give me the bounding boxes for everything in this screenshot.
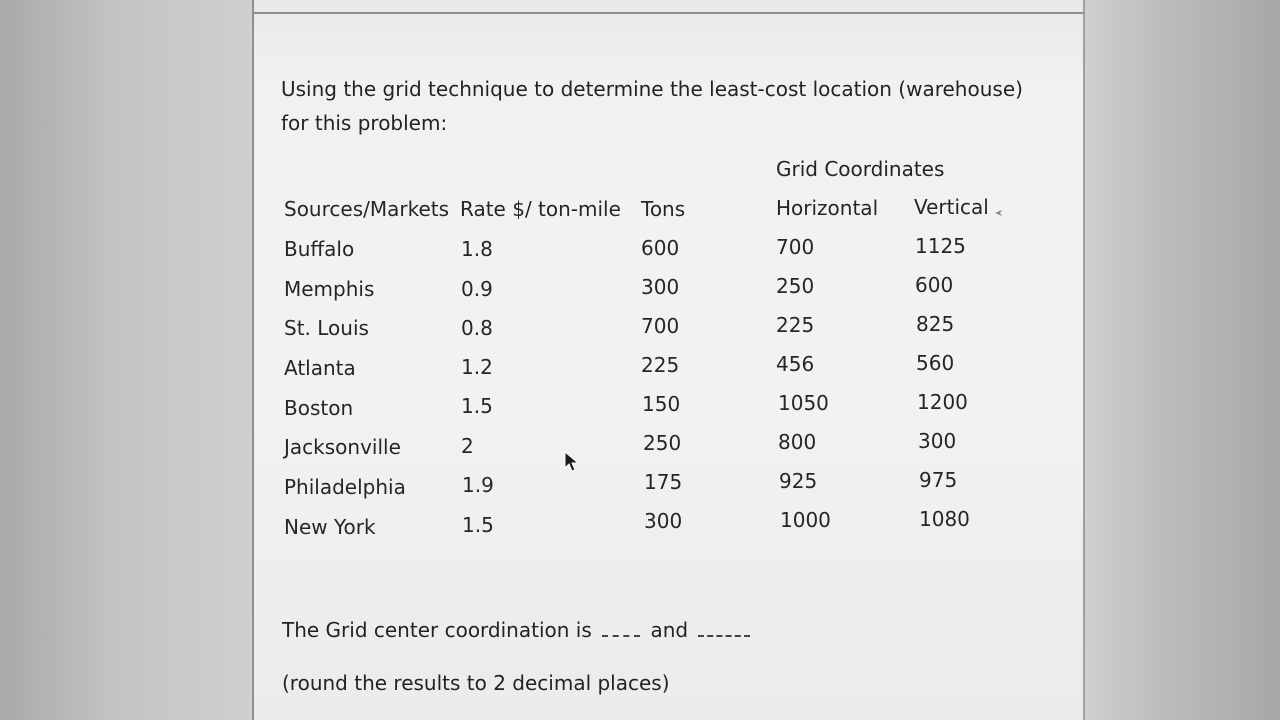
header-rate: Rate $/ ton-mile [460, 197, 621, 221]
rounding-note: (round the results to 2 decimal places) [282, 671, 670, 695]
table-row-vertical: 600 [915, 273, 954, 297]
table-row-vertical: 300 [918, 429, 957, 453]
table-row-tons: 175 [644, 470, 683, 494]
table-row-horizontal: 1000 [780, 508, 831, 532]
table-row-tons: 700 [641, 314, 680, 338]
vertical-answer-blank[interactable] [698, 621, 750, 637]
header-tons: Tons [641, 197, 686, 221]
table-row-rate: 1.5 [462, 513, 494, 537]
table-row-tons: 600 [641, 236, 680, 260]
table-row-vertical: 560 [916, 351, 955, 375]
table-row-rate: 2 [461, 434, 474, 458]
header-horizontal: Horizontal [776, 196, 879, 220]
header-sources-markets: Sources/Markets [284, 197, 450, 221]
table-row-vertical: 1200 [917, 390, 968, 414]
table-row-market: Memphis [284, 277, 375, 301]
table-row-market: Philadelphia [284, 475, 406, 499]
table-row-tons: 150 [642, 392, 681, 416]
answer-middle: and [650, 618, 689, 642]
table-row-market: Boston [284, 396, 354, 420]
answer-prompt [282, 618, 754, 642]
table-row-tons: 250 [643, 431, 682, 455]
table-row-vertical: 975 [919, 468, 958, 492]
small-arrow-icon [994, 208, 1004, 218]
table-row-horizontal: 1050 [778, 391, 829, 415]
table-row-horizontal: 250 [776, 274, 815, 298]
header-vertical: Vertical [914, 195, 989, 219]
table-row-market: New York [284, 515, 376, 539]
table-row-rate: 0.9 [461, 277, 493, 301]
table-row-tons: 300 [641, 275, 680, 299]
table-row-market: Jacksonville [284, 435, 401, 459]
table-row-rate: 1.8 [461, 237, 493, 261]
table-row-tons: 300 [644, 509, 683, 533]
horizontal-answer-blank[interactable] [602, 621, 640, 637]
panel-divider [254, 12, 1083, 14]
table-row-market: Buffalo [284, 237, 355, 261]
table-row-horizontal: 456 [776, 352, 815, 376]
table-row-vertical: 1080 [919, 507, 970, 531]
table-row-vertical: 825 [916, 312, 955, 336]
mouse-pointer-icon [564, 451, 580, 473]
table-row-rate: 0.8 [461, 316, 493, 340]
table-row-tons: 225 [641, 353, 680, 377]
table-row-rate: 1.5 [461, 394, 493, 418]
table-row-horizontal: 925 [779, 469, 818, 493]
table-row-rate: 1.2 [461, 355, 493, 379]
answer-prefix: The Grid center coordination is [282, 618, 592, 642]
table-row-horizontal: 800 [778, 430, 817, 454]
table-row-market: St. Louis [284, 316, 369, 340]
table-row-rate: 1.9 [462, 473, 494, 497]
question-panel [252, 0, 1085, 720]
table-row-market: Atlanta [284, 356, 356, 380]
table-row-horizontal: 225 [776, 313, 815, 337]
table-row-vertical: 1125 [915, 234, 966, 258]
question-text: Using the grid technique to determine the least-cost location (warehouse) for this problem: [281, 77, 1023, 135]
table-row-horizontal: 700 [776, 235, 815, 259]
grid-coordinates-header: Grid Coordinates [776, 157, 945, 181]
